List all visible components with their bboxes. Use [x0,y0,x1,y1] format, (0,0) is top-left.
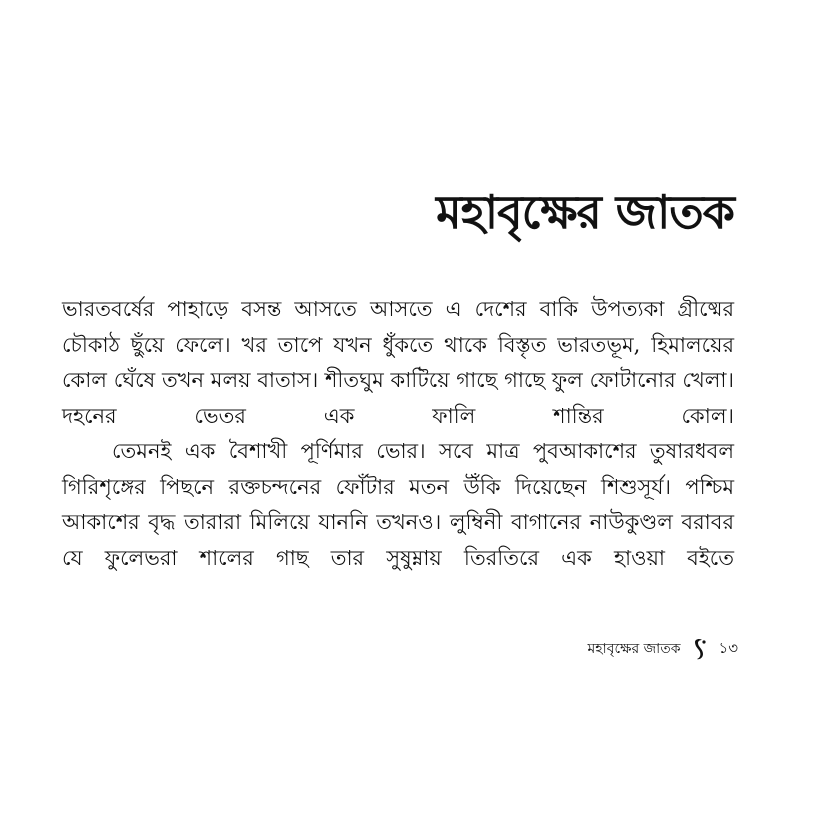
leaf-ornament-icon [691,637,709,661]
page-number: ১৩ [718,638,738,657]
chapter-title: মহাবৃক্ষের জাতক [436,185,734,239]
running-title: মহাবৃক্ষের জাতক [587,641,681,657]
paragraph-2: তেমনই এক বৈশাখী পূর্ণিমার ভোর। সবে মাত্র পুবআকাশের তুষারধবল গিরিশৃঙ্গের পিছনে রক্তচন্দনের ফোঁটার মতন উঁকি দিয়েছেন শিশুসূর্য। পশ্চিম আকাশের বৃদ্ধ তারারা মিলিয়ে যাননি তখনও। লুম্বিনী বাগানের নাউকুণ্ডল বরাবর যে ফুলেভরা শালের গাছ তার সুষুম্নায় তিরতিরে এক হাওয়া বইতে [62,439,734,570]
body-text [62,292,734,576]
paragraph-1: ভারতবর্ষের পাহাড়ে বসন্ত আসতে আসতে এ দেশের বাকি উপত্যকা গ্রীষ্মের চৌকাঠ ছুঁয়ে ফেলে। খর তাপে যখন ধুঁকতে থাকে বিস্তৃত ভারতভূম, হিমালয়ের কোল ঘেঁষে তখন মলয় বাতাস। শীতঘুম কাটিয়ে গাছে গাছে ফুল ফোটানোর খেলা। দহনের ভেতর এক ফালি শান্তির কোল। [62,297,734,428]
page-footer [588,637,738,661]
